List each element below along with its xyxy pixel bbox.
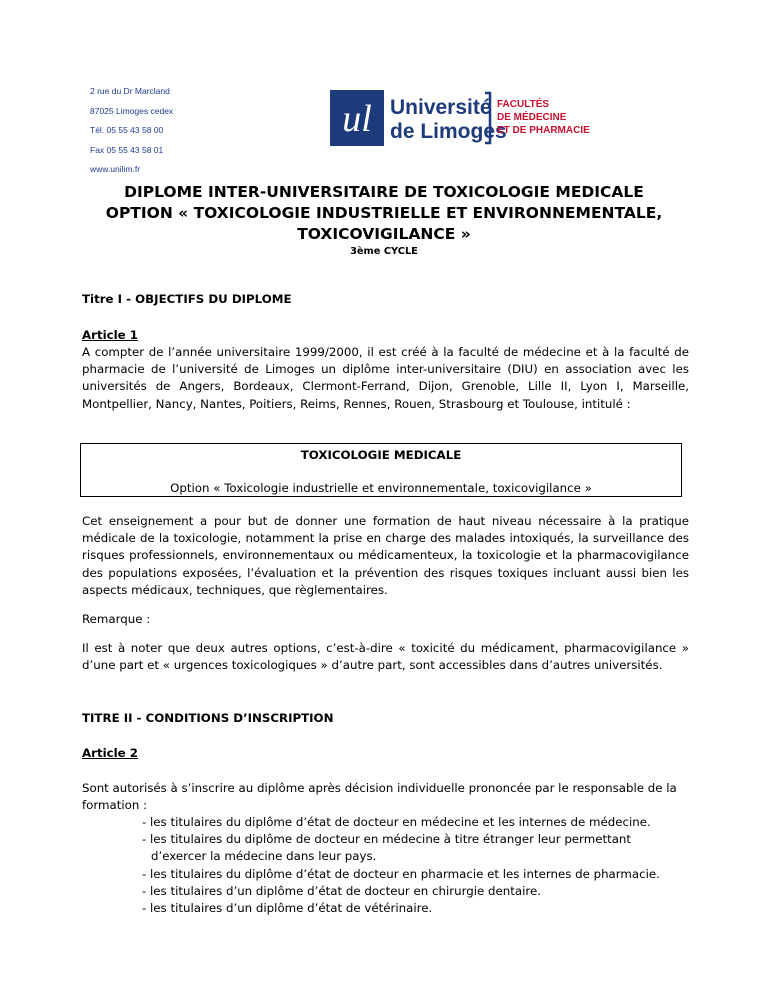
cycle-label: 3ème CYCLE xyxy=(350,246,418,257)
address-street: 2 rue du Dr Marcland xyxy=(90,86,170,96)
list-item: - les titulaires du diplôme de docteur en médecine à titre étranger leur permettant xyxy=(142,832,632,847)
goal-paragraph: Cet enseignement a pour but de donner une formation de haut niveau nécessaire à la pratique médicale de la toxicologie, notamment la prise en charge des malades intoxiqués, la surveillance des risques professionnels, environnementaux ou médicamenteux, la toxicologie et la pharmacovigilance des populations exposées, l’évaluation et la prévention des risques toxiques incluant aussi bien les aspects médicaux, techniques, que règlementaires. xyxy=(82,514,689,597)
address-fax: Fax 05 55 43 58 01 xyxy=(90,144,164,155)
diploma-title-box xyxy=(80,443,682,497)
box-title: TOXICOLOGIE MEDICALE xyxy=(300,448,462,462)
university-logo xyxy=(330,90,600,146)
list-item: - les titulaires d’un diplôme d’état de docteur en chirurgie dentaire. xyxy=(142,883,541,898)
title-line-1: DIPLOME INTER-UNIVERSITAIRE DE TOXICOLOGIE MEDICALE xyxy=(124,183,644,201)
article-2-label: Article 2 xyxy=(82,746,138,760)
section-2-heading: TITRE II - CONDITIONS D’INSCRIPTION xyxy=(82,711,334,725)
address-website: www.unilim.fr xyxy=(90,164,141,174)
article-1-label: Article 1 xyxy=(82,328,138,342)
logo-initials: ul xyxy=(342,98,372,140)
logo-name-line2: de Limoges xyxy=(390,120,507,143)
list-item: - les titulaires du diplôme d’état de docteur en pharmacie et les internes de pharmacie. xyxy=(142,866,660,881)
logo-faculty-line2: DE MÉDECINE xyxy=(497,112,567,123)
document-title xyxy=(80,182,688,245)
title-line-3: TOXICOVIGILANCE » xyxy=(297,225,471,243)
title-line-2: OPTION « TOXICOLOGIE INDUSTRIELLE ET ENVIRONNEMENTALE, xyxy=(105,204,663,222)
list-item-continuation: d’exercer la médecine dans leur pays. xyxy=(151,849,377,864)
address-phone: Tél. 05 55 43 58 00 xyxy=(90,125,164,135)
box-option: Option « Toxicologie industrielle et environnementale, toxicovigilance » xyxy=(170,481,592,495)
list-item: - les titulaires d’un diplôme d’état de vétérinaire. xyxy=(142,901,433,916)
address-block xyxy=(90,82,173,180)
remark-paragraph: Il est à noter que deux autres options, c’est-à-dire « toxicité du médicament, pharmacovigilance » d’une part et « urgences toxicologiques » d’autre part, sont accessibles dans d’autres universités. xyxy=(82,641,689,673)
logo-faculty-line1: FACULTÉS xyxy=(497,99,550,110)
article-2-intro: Sont autorisés à s’inscrire au diplôme après décision individuelle prononcée par le responsable de la formation : xyxy=(82,781,677,813)
remark-label: Remarque : xyxy=(82,612,151,626)
section-1-heading: Titre I - OBJECTIFS DU DIPLOME xyxy=(82,292,292,306)
eligibility-list xyxy=(142,814,702,917)
article-1-paragraph: A compter de l’année universitaire 1999/2000, il est créé à la faculté de médecine et à la faculté de pharmacie de l’université de Limoges un diplôme inter-universitaire (DIU) en association avec les universités de Angers, Bordeaux, Clermont-Ferrand, Dijon, Grenoble, Lille II, Lyon I, Marseille, Montpellier, Nancy, Nantes, Poitiers, Reims, Rennes, Rouen, Strasbourg et Toulouse, intitulé : xyxy=(82,345,689,411)
address-city: 87025 Limoges cedex xyxy=(90,105,174,116)
logo-faculty-line3: ET DE PHARMACIE xyxy=(497,125,590,136)
logo-name-line1: Université xyxy=(390,96,492,119)
list-item: - les titulaires du diplôme d’état de docteur en médecine et les internes de médecine. xyxy=(142,815,651,829)
